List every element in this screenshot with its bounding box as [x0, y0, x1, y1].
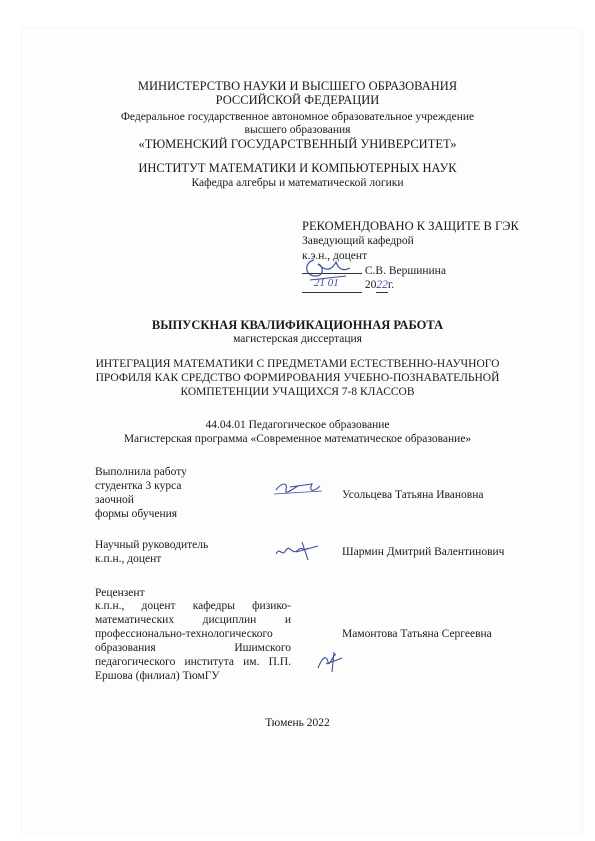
work-type: ВЫПУСКНАЯ КВАЛИФИКАЦИОННАЯ РАБОТА [151, 318, 444, 332]
author-name: Усольцева Татьяна Ивановна [342, 489, 484, 501]
approval-date-line: 2022г. [302, 278, 394, 293]
department-name: Кафедра алгебры и математической логики [191, 177, 404, 189]
institute-name: ИНСТИТУТ МАТЕМАТИКИ И КОМПЬЮТЕРНЫХ НАУК [138, 161, 457, 175]
speciality-code: 44.04.01 Педагогическое образование [205, 419, 390, 431]
supervisor-label-2: к.п.н., доцент [95, 553, 162, 565]
federal-line-2: высшего образования [244, 124, 351, 136]
reviewer-description: к.п.н., доцент кафедры физико-математических дисциплин и профессионально-технологического образования Ишимского педагогического института им. П.П. Ершова (филиал) ТюмГУ [95, 600, 291, 682]
federal-line-1: Федеральное государственное автономное образовательное учреждение [120, 111, 475, 123]
reviewer-title: Рецензент [95, 587, 145, 599]
topic-line-2: ПРОФИЛЯ КАК СРЕДСТВО ФОРМИРОВАНИЯ УЧЕБНО-ПОЗНАВАТЕЛЬНОЙ [95, 372, 500, 384]
work-subtype: магистерская диссертация [233, 333, 362, 345]
reviewer-signature [312, 648, 348, 674]
city-year: Тюмень 2022 [265, 717, 330, 729]
ministry-line-2: РОССИЙСКОЙ ФЕДЕРАЦИИ [215, 93, 380, 107]
author-label-3: заочной [95, 494, 134, 506]
approval-degree: к.э.н., доцент [302, 250, 368, 262]
topic-line-1: ИНТЕГРАЦИЯ МАТЕМАТИКИ С ПРЕДМЕТАМИ ЕСТЕСТВЕННО-НАУЧНОГО [95, 358, 500, 370]
supervisor-name: Шармин Дмитрий Валентинович [342, 546, 505, 558]
author-signature [272, 478, 326, 498]
master-program: Магистерская программа «Современное математическое образование» [123, 433, 472, 445]
reviewer-name: Мамонтова Татьяна Сергеевна [342, 628, 492, 640]
supervisor-label-1: Научный руководитель [95, 539, 209, 551]
university-name: «ТЮМЕНСКИЙ ГОСУДАРСТВЕННЫЙ УНИВЕРСИТЕТ» [138, 137, 457, 151]
supervisor-signature [272, 538, 324, 564]
approval-date-year: 22 [376, 279, 388, 291]
author-label-1: Выполнила работу [95, 466, 187, 478]
author-label-2: студентка 3 курса [95, 480, 182, 492]
ministry-line-1: МИНИСТЕРСТВО НАУКИ И ВЫСШЕГО ОБРАЗОВАНИЯ [137, 79, 458, 93]
topic-line-3: КОМПЕТЕНЦИИ УЧАЩИХСЯ 7-8 КЛАССОВ [180, 386, 415, 398]
approval-name: С.В. Вершинина [364, 265, 446, 277]
approval-title: РЕКОМЕНДОВАНО К ЗАЩИТЕ В ГЭК [302, 219, 519, 233]
approval-role: Заведующий кафедрой [302, 235, 414, 247]
approval-handwritten-date: 21 01 [314, 277, 339, 289]
author-label-4: формы обучения [95, 508, 178, 520]
